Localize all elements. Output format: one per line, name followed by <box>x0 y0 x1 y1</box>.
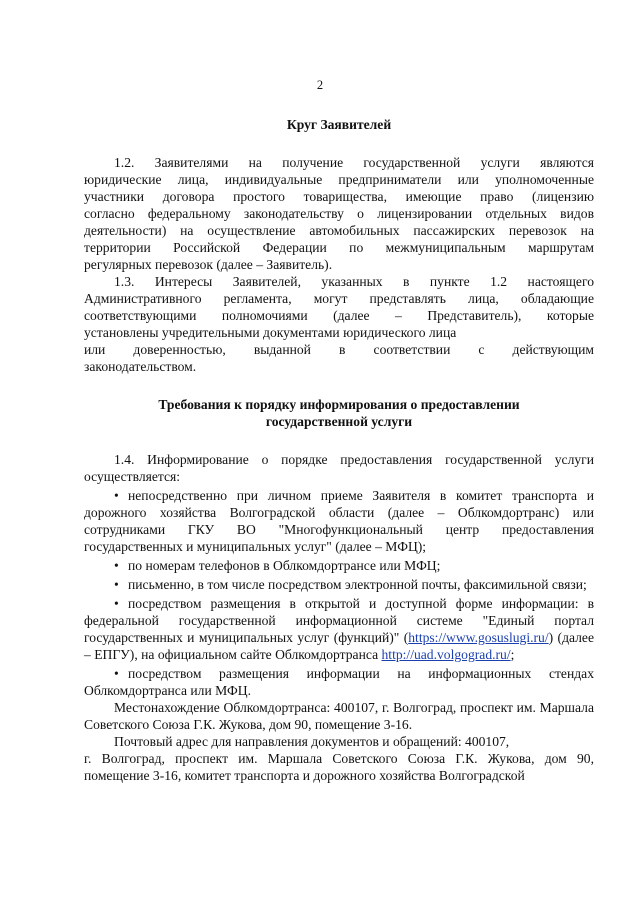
page-number: 2 <box>316 78 324 92</box>
bullet-icon: • <box>114 488 119 503</box>
paragraph-line: соответствующими полномочиями (далее – Представитель), которые <box>84 308 594 323</box>
bullet-icon: • <box>114 666 119 681</box>
paragraph-line: законодательством. <box>84 359 197 374</box>
location-paragraph: Местонахождение Облкомдортранса: 400107, г. Волгоград, проспект им. Маршала Советского Союза Г.К. Жукова, дом 90, помещение 3-16. <box>84 700 594 732</box>
paragraph-line: деятельности) на осуществление автомобильных пассажирских перевозок на <box>84 223 594 238</box>
bullet-text: ) (далее – ЕПГУ), на официальном сайте Облкомдортранса <box>84 630 594 662</box>
gosuslugi-link[interactable]: https://www.gosuslugi.ru/ <box>408 630 549 645</box>
bullet-text: по номерам телефонов в Облкомдортрансе или МФЦ; <box>128 558 441 573</box>
bullet-item <box>84 557 594 574</box>
paragraph-1-4: 1.4. Информирование о порядке предоставления государственной услуги осуществляется: <box>84 452 594 484</box>
bullet-item <box>84 487 594 555</box>
bullet-icon: • <box>114 558 119 573</box>
heading-line: государственной услуги <box>265 414 413 429</box>
bullet-item <box>84 595 594 663</box>
paragraph-line: территории Российской Федерации по межмуниципальным маршрутам <box>84 240 594 255</box>
heading-line: Требования к порядку информирования о предоставлении <box>158 397 520 412</box>
volgograd-site-link[interactable]: http://uad.volgograd.ru/ <box>381 647 511 662</box>
bullet-text: посредством размещения информации на информационных стендах Облкомдортранса или МФЦ. <box>84 666 594 698</box>
bullet-item <box>84 665 594 699</box>
bullet-text: посредством размещения в открытой и доступной форме информации: в федеральной государственной информационной системе "Единый портал государственных и муниципальных услуг (функций)" ( <box>84 596 594 645</box>
postal-address-line: Почтовый адрес для направления документов и обращений: 400107, <box>114 734 510 749</box>
bullet-text: ; <box>510 647 515 662</box>
paragraph-1-2 <box>84 154 594 273</box>
paragraph-line: регулярных перевозок (далее – Заявитель). <box>84 257 333 272</box>
paragraph-line: 1.3. Интересы Заявителей, указанных в пункте 1.2 настоящего <box>114 274 594 289</box>
paragraph-line: Административного регламента, могут представлять лица, обладающие <box>84 291 594 306</box>
paragraph-line: согласно федеральному законодательству о лицензировании отдельных видов <box>84 206 594 221</box>
paragraph-line: 1.2. Заявителями на получение государственной услуги являются <box>114 155 594 170</box>
bullet-item <box>84 576 594 593</box>
section-heading-applicants: Круг Заявителей <box>286 117 392 132</box>
bullet-text: письменно, в том числе посредством электронной почты, факсимильной связи; <box>128 577 587 592</box>
paragraph-1-3 <box>84 273 594 375</box>
paragraph-line: участники договора простого товарищества, имеющие право (лицензию <box>84 189 594 204</box>
paragraph-line: или доверенностью, выданной в соответствии с действующим <box>84 342 594 357</box>
paragraph-line: юридические лица, индивидуальные предприниматели или уполномоченные <box>84 172 594 187</box>
postal-address-continuation: г. Волгоград, проспект им. Маршала Советского Союза Г.К. Жукова, дом 90, помещение 3-16, комитет транспорта и дорожного хозяйства Волгоградской <box>84 751 594 783</box>
section-heading-informing <box>84 396 594 430</box>
paragraph-line: установлены учредительными документами юридического лица <box>84 325 457 340</box>
document-body <box>84 116 594 784</box>
bullet-text: непосредственно при личном приеме Заявителя в комитет транспорта и дорожного хозяйства Волгоградской области (далее – Облкомдортранс) или сотрудниками ГКУ ВО "Многофункциональный центр предоставления государственных и муниципальных услуг" (далее – МФЦ); <box>84 488 594 554</box>
bullet-icon: • <box>114 577 119 592</box>
bullet-icon: • <box>114 596 119 611</box>
